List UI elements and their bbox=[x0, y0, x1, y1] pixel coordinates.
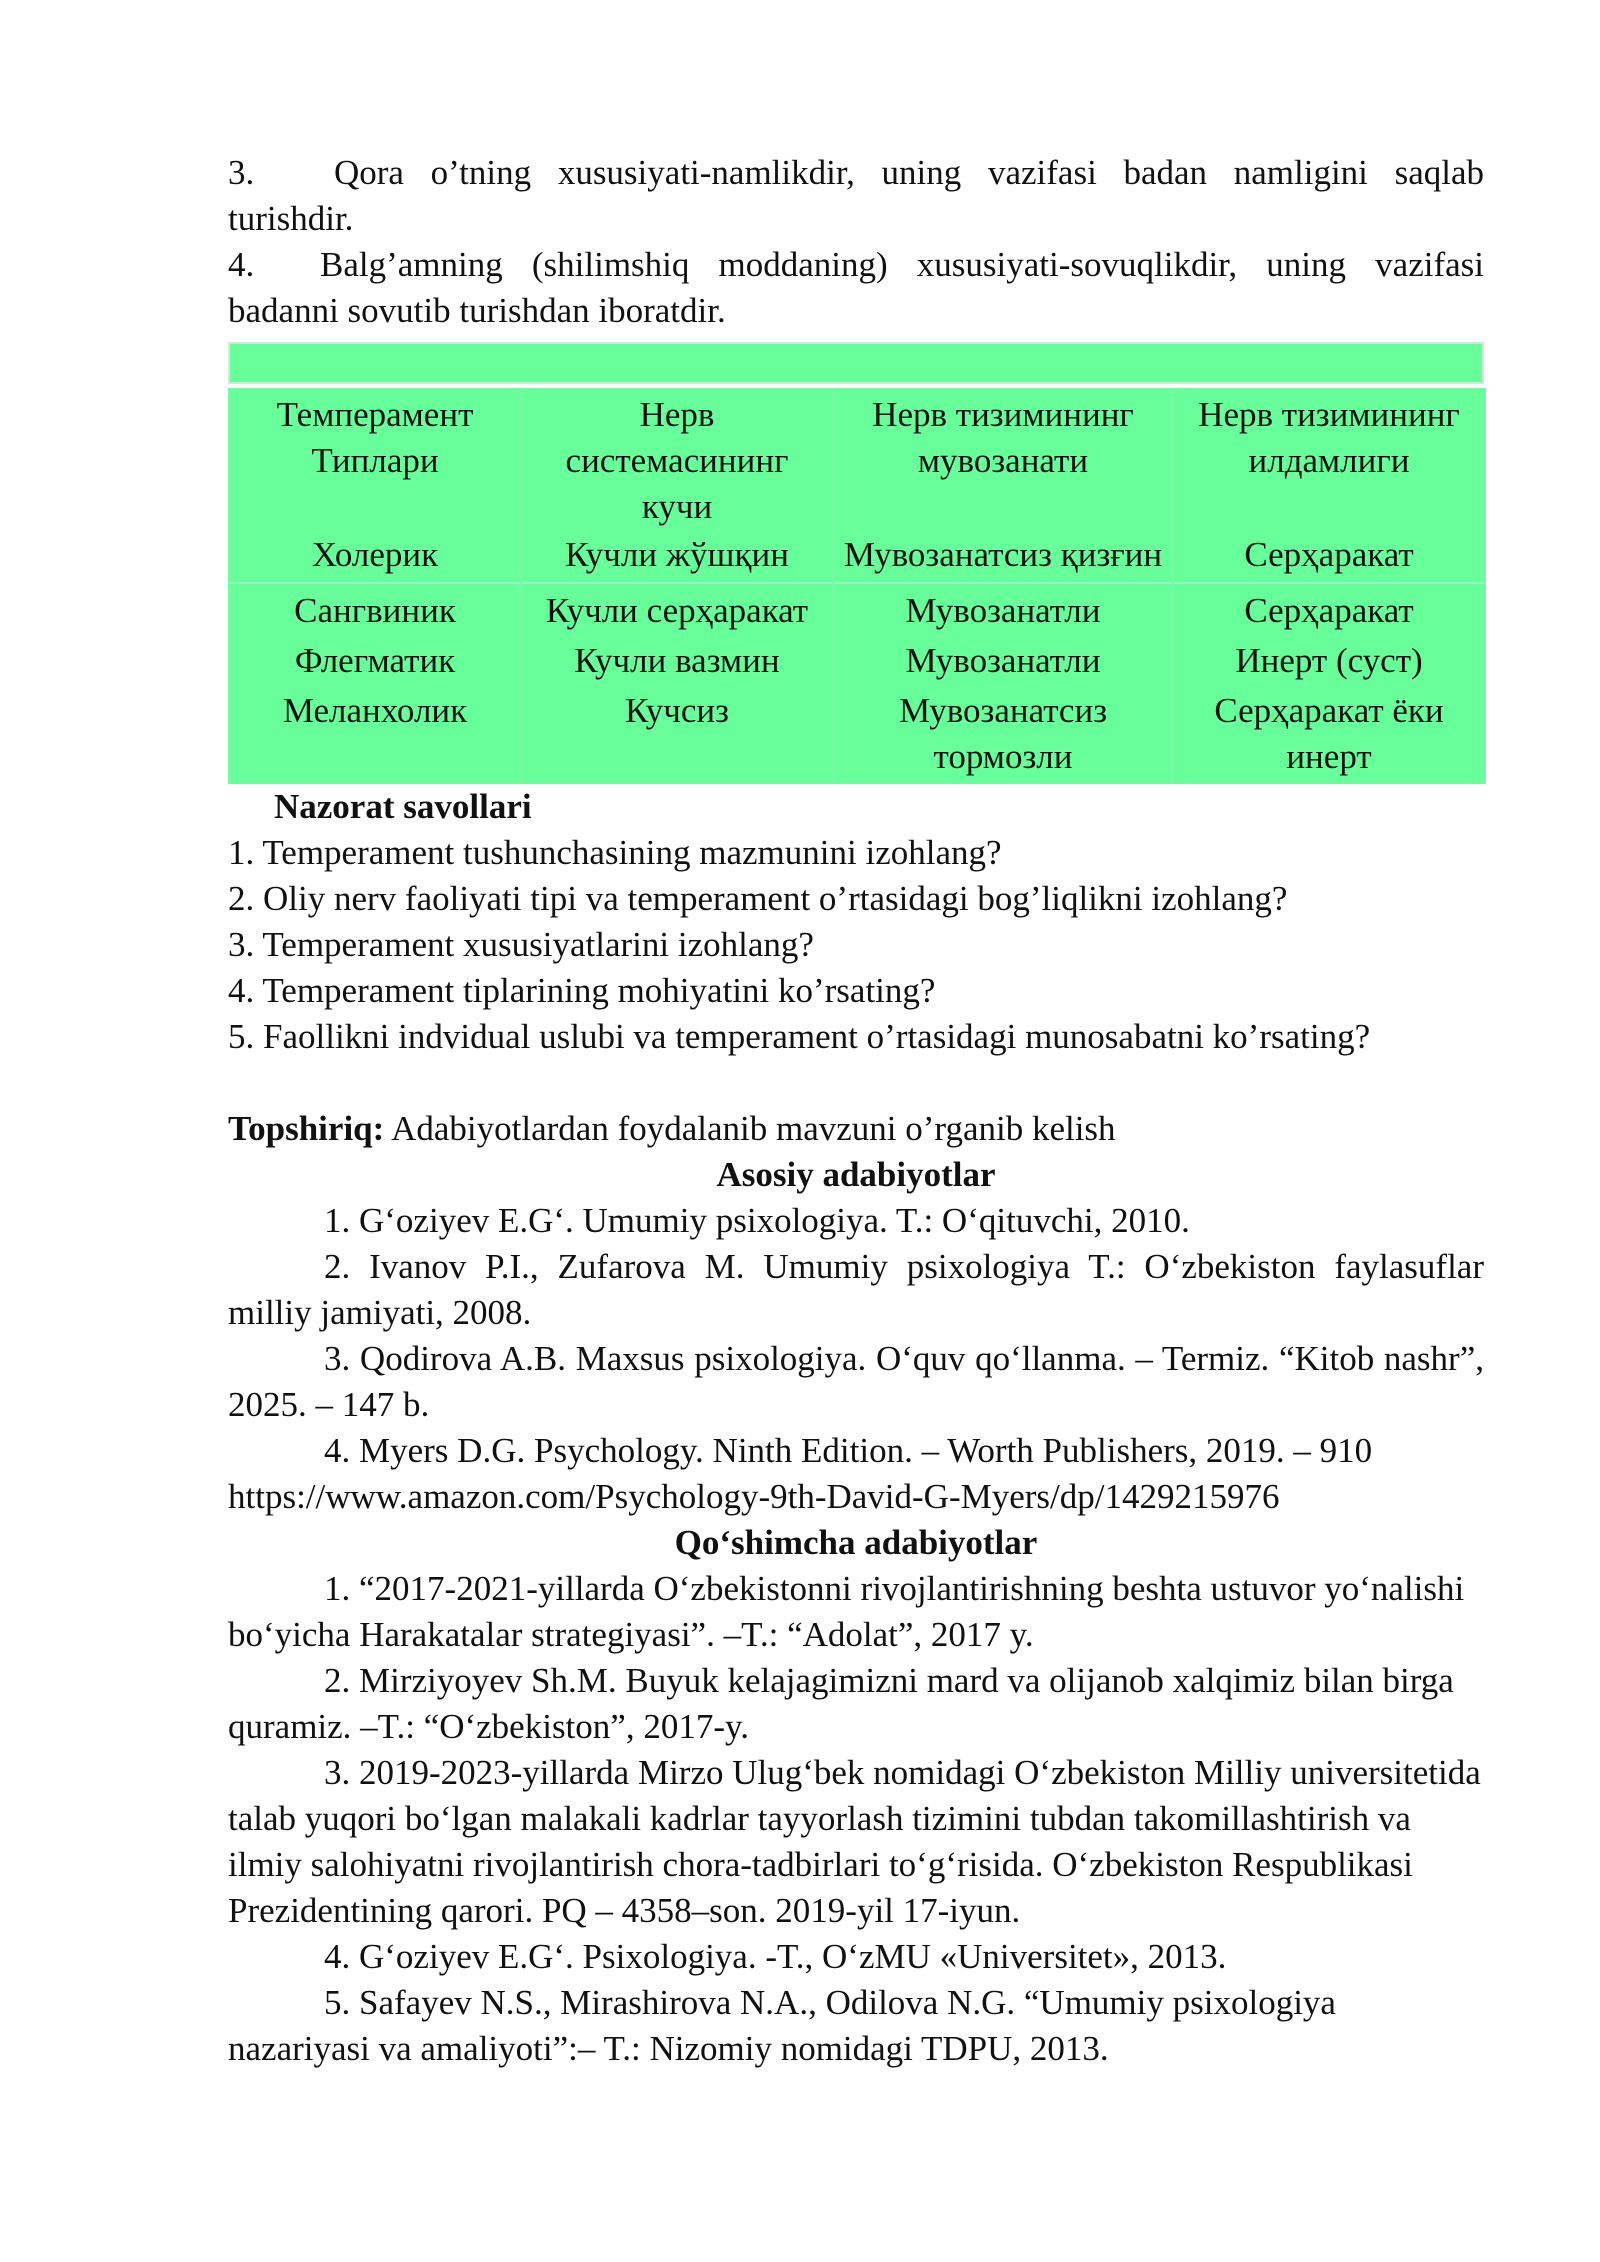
table-cell: Флегматик bbox=[229, 634, 521, 684]
table-cell: Серҳаракат ёки инерт bbox=[1173, 684, 1485, 784]
table-cell: Инерт (суст) bbox=[1173, 634, 1485, 684]
table-header-cell: Нерв системасининг кучи bbox=[521, 388, 833, 532]
table-top-strip bbox=[228, 342, 1484, 384]
intro-number: 3. bbox=[228, 153, 255, 192]
table-header-cell: Темперамент Типлари bbox=[229, 388, 521, 532]
topshiriq-line bbox=[228, 1106, 1484, 1152]
table-cell: Мувозанатли bbox=[833, 634, 1173, 684]
reference-item: 3. Qodirova A.B. Maxsus psixologiya. O‘quv qo‘llanma. – Termiz. “Kitob nashr”, 2025. – 147 b. bbox=[228, 1339, 1484, 1424]
question-item: 3. Temperament xususiyatlarini izohlang? bbox=[228, 925, 814, 964]
table-cell: Кучли жўшқин bbox=[521, 532, 833, 583]
table-row bbox=[229, 684, 1485, 784]
asosiy-title: Asosiy adabiyotlar bbox=[716, 1155, 996, 1194]
table-cell: Кучли вазмин bbox=[521, 634, 833, 684]
topshiriq-label: Topshiriq: bbox=[228, 1109, 385, 1148]
reference-item: 4. Myers D.G. Psychology. Ninth Edition. – Worth Publishers, 2019. – 910 https://www.amazon.com/Psychology-9th-David-G-Myers/dp/1429215976 bbox=[228, 1431, 1373, 1516]
table-cell: Мувозанатли bbox=[833, 583, 1173, 634]
reference-item: 2. Mirziyoyev Sh.M. Buyuk kelajagimizni mard va olijanob xalqimiz bilan birga quramiz. –T.: “O‘zbekiston”, 2017-y. bbox=[228, 1661, 1454, 1746]
reference-item: 1. G‘oziyev E.G‘. Umumiy psixologiya. T.: O‘qituvchi, 2010. bbox=[324, 1201, 1190, 1240]
table-cell: Серҳаракат bbox=[1173, 583, 1485, 634]
intro-paragraph-3 bbox=[228, 150, 1484, 242]
spacer bbox=[228, 1060, 1484, 1106]
intro-text: Qora o’tning xususiyati-namlikdir, uning vazifasi badan namligini saqlab turishdir. bbox=[228, 153, 1484, 238]
question-item: 5. Faollikni indvidual uslubi va temperament o’rtasidagi munosabatni ko’rsating? bbox=[228, 1017, 1371, 1056]
document-page bbox=[228, 150, 1484, 2072]
question-item: 4. Temperament tiplarining mohiyatini ko’rsating? bbox=[228, 971, 936, 1010]
table-row bbox=[229, 634, 1485, 684]
intro-number: 4. bbox=[228, 245, 255, 284]
table-row bbox=[229, 532, 1485, 583]
table-cell: Мувозанатсиз тормозли bbox=[833, 684, 1173, 784]
table-cell: Сангвиник bbox=[229, 583, 521, 634]
table-cell: Холерик bbox=[229, 532, 521, 583]
reference-item: 1. “2017-2021-yillarda O‘zbekistonni rivojlantirishning beshta ustuvor yo‘nalishi bo‘yicha Harakatalar strategiyasi”. –T.: “Adolat”, 2017 y. bbox=[228, 1569, 1465, 1654]
table-cell: Мувозанатсиз қизғин bbox=[833, 532, 1173, 583]
table-cell: Кучли серҳаракат bbox=[521, 583, 833, 634]
reference-item: 5. Safayev N.S., Mirashirova N.A., Odilova N.G. “Umumiy psixologiya nazariyasi va amaliyoti”:– T.: Nizomiy nomidagi TDPU, 2013. bbox=[228, 1983, 1336, 2068]
table-cell: Меланхолик bbox=[229, 684, 521, 784]
reference-item: 4. G‘oziyev E.G‘. Psixologiya. -T., O‘zMU «Universitet», 2013. bbox=[324, 1937, 1227, 1976]
table-header-row bbox=[229, 388, 1485, 532]
table-cell: Кучсиз bbox=[521, 684, 833, 784]
question-item: 1. Temperament tushunchasining mazmunini izohlang? bbox=[228, 833, 1002, 872]
table-row bbox=[229, 583, 1485, 634]
reference-item: 3. 2019-2023-yillarda Mirzo Ulug‘bek nomidagi O‘zbekiston Milliy universitetida talab yuqori bo‘lgan malakali kadrlar tayyorlash tizimini tubdan takomillashtirish va ilmiy salohiyatni rivojlantirish chora-tadbirlari to‘g‘risida. O‘zbekiston Respublikasi Prezidentining qarori. PQ – 4358–son. 2019-yil 17-iyun. bbox=[228, 1753, 1481, 1930]
table-header-cell: Нерв тизимининг илдамлиги bbox=[1173, 388, 1485, 532]
table-cell: Серҳаракат bbox=[1173, 532, 1485, 583]
nazorat-title: Nazorat savollari bbox=[274, 787, 532, 826]
reference-item: 2. Ivanov P.I., Zufarova M. Umumiy psixologiya T.: O‘zbekiston faylasuflar milliy jamiyati, 2008. bbox=[228, 1247, 1484, 1332]
qoshimcha-title: Qo‘shimcha adabiyotlar bbox=[674, 1523, 1038, 1562]
topshiriq-text: Adabiyotlardan foydalanib mavzuni o’rganib kelish bbox=[384, 1109, 1116, 1148]
temperament-table bbox=[228, 388, 1486, 784]
intro-paragraph-4 bbox=[228, 242, 1484, 334]
table-header-cell: Нерв тизимининг мувозанати bbox=[833, 388, 1173, 532]
question-item: 2. Oliy nerv faoliyati tipi va temperament o’rtasidagi bog’liqlikni izohlang? bbox=[228, 879, 1288, 918]
temperament-table-block bbox=[228, 342, 1484, 784]
intro-text: Balg’amning (shilimshiq moddaning) xususiyati-sovuqlikdir, uning vazifasi badanni sovutib turishdan iboratdir. bbox=[228, 245, 1484, 330]
